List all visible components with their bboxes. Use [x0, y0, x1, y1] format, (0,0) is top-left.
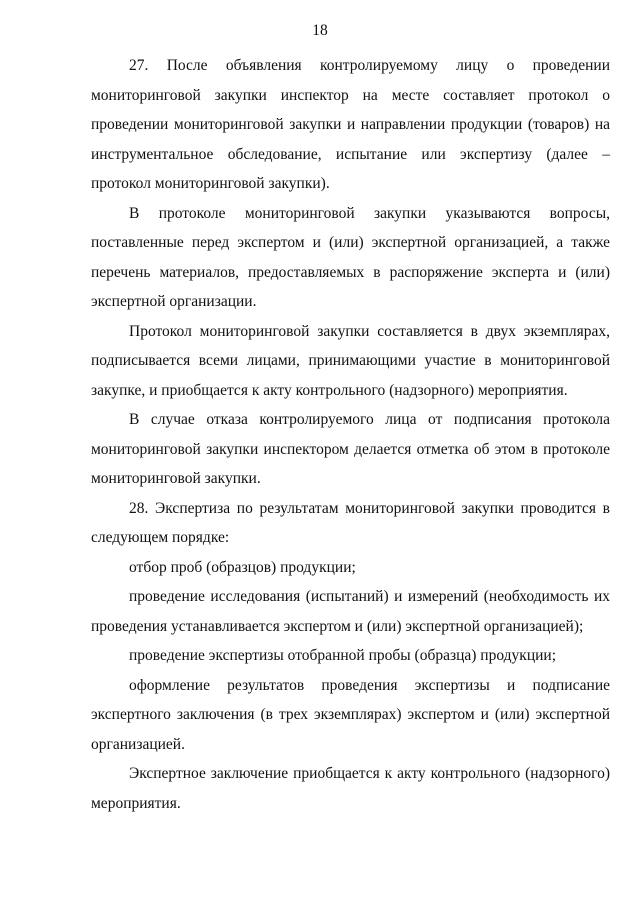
paragraph-protocol-questions: В протоколе мониторинговой закупки указываются вопросы, поставленные перед экспертом и (или) экспертной организацией, а также перечень материалов, предоставляемых в распоряжение эксперта и (или) экспертной организации. [91, 204, 610, 310]
list-item-research: проведение исследования (испытаний) и измерений (необходимость их проведения устанавливается экспертом и (или) экспертной организацией); [91, 588, 610, 635]
paragraph-protocol-copies: Протокол мониторинговой закупки составляется в двух экземплярах, подписывается всеми лицами, принимающими участие в мониторинговой закупке, и приобщается к акту контрольного (надзорного) мероприятия. [91, 322, 610, 399]
page-number: 18 [312, 22, 328, 39]
paragraph-28: 28. Экспертиза по результатам мониторинговой закупки проводится в следующем порядке: [91, 499, 610, 546]
paragraph-27: 27. После объявления контролируемому лицу о проведении мониторинговой закупки инспектор на месте составляет протокол о проведении мониторинговой закупки и направлении продукции (товаров) на инструментальное обследование, испытание или экспертизу (далее – протокол мониторинговой закупки). [91, 57, 610, 192]
paragraph-refusal: В случае отказа контролируемого лица от подписания протокола мониторинговой закупки инспектором делается отметка об этом в протоколе мониторинговой закупки. [91, 411, 610, 487]
list-item-registration: оформление результатов проведения экспертизы и подписание экспертного заключения (в трех экземплярах) экспертом и (или) экспертной организацией. [91, 676, 610, 753]
list-item-sampling: отбор проб (образцов) продукции; [129, 558, 356, 576]
document-body [91, 51, 610, 818]
list-item-expertise: проведение экспертизы отобранной пробы (образца) продукции; [129, 647, 557, 664]
paragraph-conclusion: Экспертное заключение приобщается к акту контрольного (надзорного) мероприятия. [91, 765, 610, 812]
